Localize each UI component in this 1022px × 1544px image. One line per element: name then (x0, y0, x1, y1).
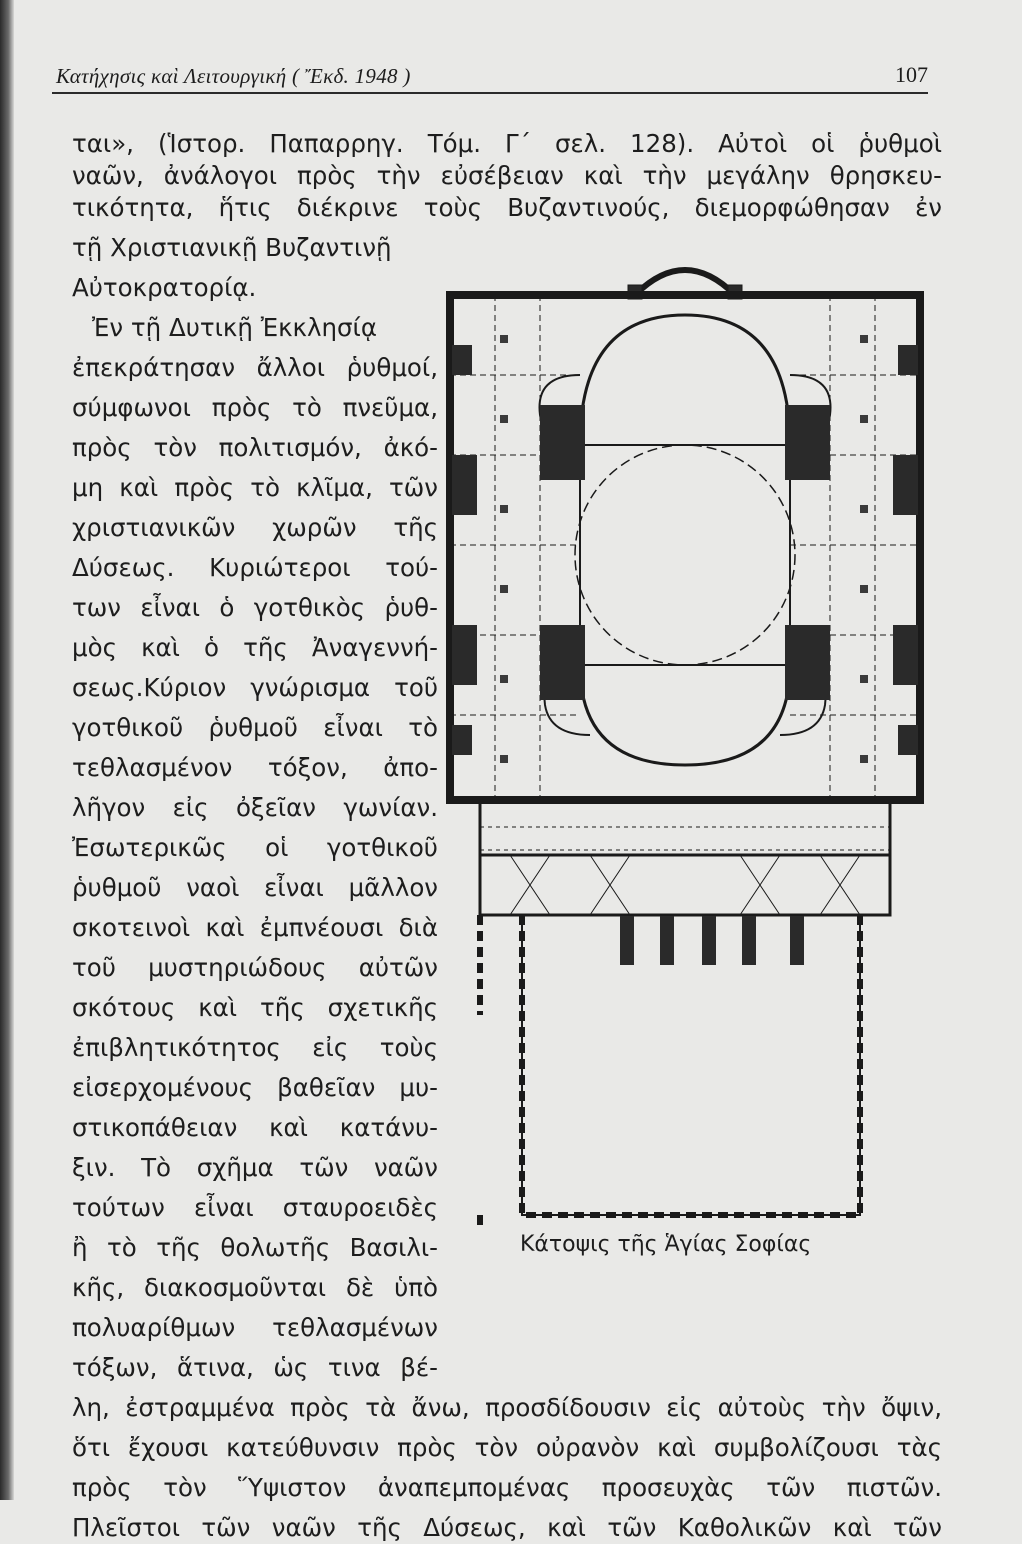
text-line: τεθλασμένον τόξον, ἀπο- (72, 753, 438, 782)
text-line: τοῦ μυστηριώδους αὐτῶν (72, 953, 438, 982)
text-line: ναῶν, ἀνάλογοι πρὸς τὴν εὐσέβειαν καὶ τὴν μεγάλην θρησκευ- (72, 161, 942, 190)
figure-caption: Κάτοψις τῆς Ἁγίας Σοφίας (520, 1232, 812, 1257)
text-line: λη, ἐστραμμένα πρὸς τὰ ἄνω, προσδίδουσιν εἰς αὐτοὺς τὴν ὄψιν, (72, 1393, 942, 1422)
text-line: κῆς, διακοσμοῦνται δὲ ὑπὸ (72, 1273, 438, 1302)
text-line: λῆγον εἰς ὀξεῖαν γωνίαν. (72, 793, 438, 822)
text-line: χριστιανικῶν χωρῶν τῆς (72, 513, 438, 542)
text-line: ἢ τὸ τῆς θολωτῆς Βασιλι- (72, 1233, 438, 1262)
text-line: εἰσερχομένους βαθεῖαν μυ- (72, 1073, 438, 1102)
text-line: ῥυθμοῦ ναοὶ εἶναι μᾶλλον (72, 873, 438, 902)
text-line: στικοπάθειαν καὶ κατάνυ- (72, 1113, 438, 1142)
text-line: ἐπεκράτησαν ἄλλοι ῥυθμοί, (72, 353, 438, 382)
floor-plan-figure (440, 255, 930, 1225)
text-line: τῇ Χριστιανικῇ Βυζαντινῇ (72, 233, 392, 262)
page-binding-edge (0, 0, 14, 1500)
page-number: 107 (895, 62, 928, 87)
text-line: Ἐν τῇ Δυτικῇ Ἐκκλησίᾳ (92, 313, 377, 342)
text-line: Πλεῖστοι τῶν ναῶν τῆς Δύσεως, καὶ τῶν Καθολικῶν καὶ τῶν (72, 1513, 942, 1542)
running-title: Κατήχησις καὶ Λειτουργική ( Ἔκδ. 1948 ) (56, 64, 411, 88)
text-line: σκότους καὶ τῆς σχετικῆς (72, 993, 438, 1022)
text-line: τόξων, ἅτινα, ὡς τινα βέ- (72, 1353, 438, 1382)
text-line: πρὸς τὸν Ὕψιστον ἀναπεμπομένας προσευχὰς τῶν πιστῶν. (72, 1473, 942, 1502)
text-line: πρὸς τὸν πολιτισμόν, ἀκό- (72, 433, 438, 462)
text-line: τικότητα, ἥτις διέκρινε τοὺς Βυζαντινούς, διεμορφώθησαν ἐν (72, 193, 942, 222)
text-line: γοτθικοῦ ῥυθμοῦ εἶναι τὸ (72, 713, 438, 742)
text-line: τούτων εἶναι σταυροειδὲς (72, 1193, 438, 1222)
text-line: Δύσεως. Κυριώτεροι τού- (72, 553, 438, 582)
text-line: πολυαρίθμων τεθλασμένων (72, 1313, 438, 1342)
text-line: των εἶναι ὁ γοτθικὸς ῥυθ- (72, 593, 438, 622)
text-line: μὸς καὶ ὁ τῆς Ἀναγεννή- (72, 633, 438, 662)
running-header (52, 58, 928, 94)
text-line: Αὐτοκρατορίᾳ. (72, 273, 257, 302)
text-line: σκοτεινοὶ καὶ ἐμπνέουσι διὰ (72, 913, 438, 942)
text-line: σύμφωνοι πρὸς τὸ πνεῦμα, (72, 393, 438, 422)
text-line: μη καὶ πρὸς τὸ κλῖμα, τῶν (72, 473, 438, 502)
text-line: ὅτι ἔχουσι κατεύθυνσιν πρὸς τὸν οὐρανὸν καὶ συμβολίζουσι τὰς (72, 1433, 942, 1462)
text-line: ἐπιβλητικότητος εἰς τοὺς (72, 1033, 438, 1062)
text-line: ται», (Ἱστορ. Παπαρρηγ. Τόμ. Γ΄ σελ. 128). Αὐτοὶ οἱ ῥυθμοὶ (72, 129, 942, 158)
hagia-sophia-floor-plan (440, 255, 930, 1225)
text-line: σεως.Κύριον γνώρισμα τοῦ (72, 673, 438, 702)
text-line: Ἐσωτερικῶς οἱ γοτθικοῦ (72, 833, 438, 862)
text-line: ξιν. Τὸ σχῆμα τῶν ναῶν (72, 1153, 438, 1182)
